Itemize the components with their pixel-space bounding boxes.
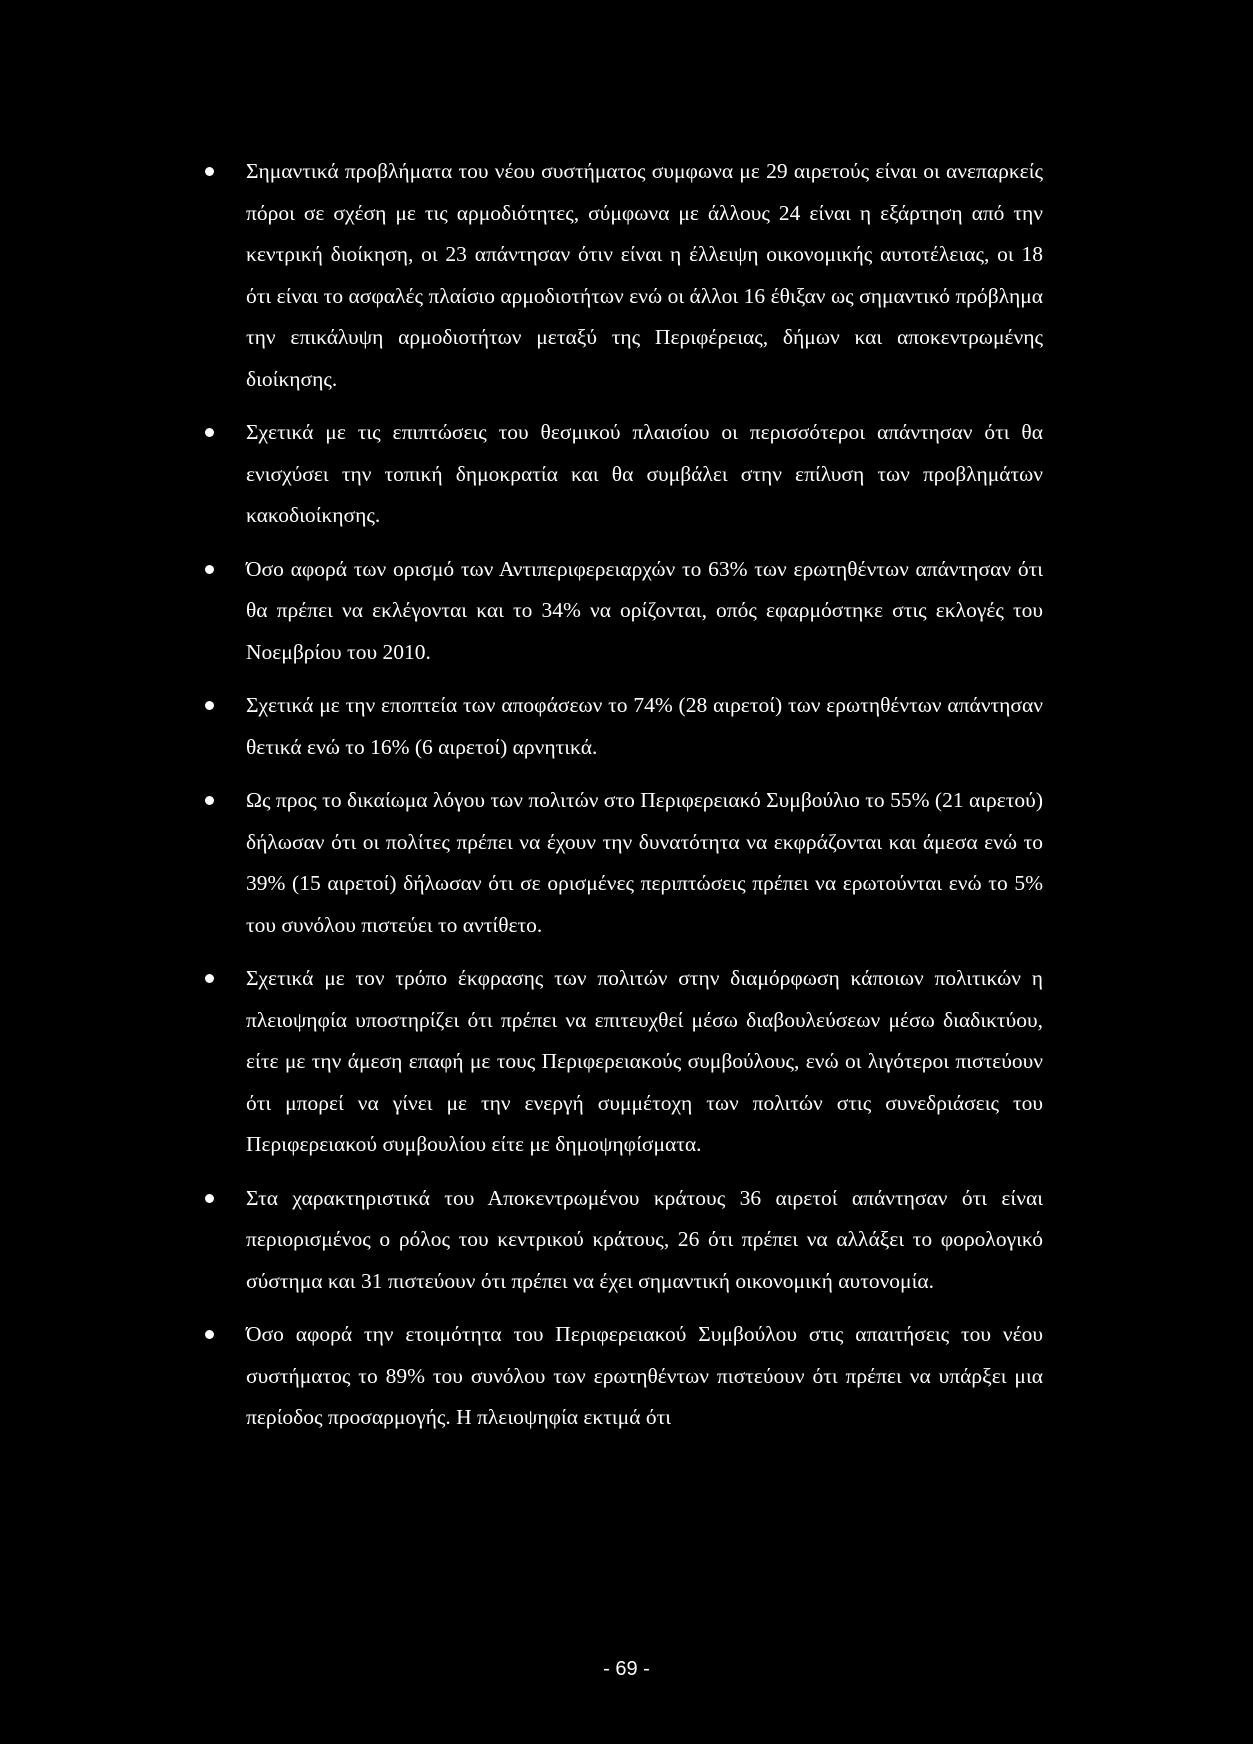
list-item-text: Όσο αφορά των ορισμό των Αντιπεριφερειαρχών το 63% των ερωτηθέντων απάντησαν ότι θα πρέπει να εκλέγονται και το 34% να ορίζονται, οπός εφαρμόστηκε στις εκλογές του Νοεμβρίου του 2010.: [246, 556, 1043, 664]
list-item-text: Σχετικά με τον τρόπο έκφρασης των πολιτών στην διαμόρφωση κάποιων πολιτικών η πλειοψηφία υποστηρίζει ότι πρέπει να επιτευχθεί μέσω διαβουλεύσεων μέσω διαδικτύου, είτε με την άμεση επαφή με τους Περιφερειακούς συμβούλους, ενώ οι λιγότεροι πιστεύουν ότι μπορεί να γίνει με την ενεργή συμμέτοχη των πολιτών στις συνεδριάσεις του Περιφερειακού συμβουλίου είτε με δημοψηφίσματα.: [246, 966, 1043, 1156]
list-item: [205, 685, 1043, 768]
bullet-dot-icon: [205, 1194, 214, 1203]
list-item: [205, 412, 1043, 537]
list-item-text: Σχετικά με την εποπτεία των αποφάσεων το 74% (28 αιρετοί) των ερωτηθέντων απάντησαν θετικά ενώ το 16% (6 αιρετοί) αρνητικά.: [246, 693, 1043, 759]
list-item: [205, 549, 1043, 674]
list-item-text: Σημαντικά προβλήματα του νέου συστήματος συμφωνα με 29 αιρετούς είναι οι ανεπαρκείς πόροι σε σχέση με τις αρμοδιότητες, σύμφωνα με άλλους 24 είναι η εξάρτηση από την κεντρική διοίκηση, οι 23 απάντησαν ότιν είναι η έλλειψη οικονομικής αυτοτέλειας, οι 18 ότι είναι το ασφαλές πλαίσιο αρμοδιοτήτων ενώ οι άλλοι 16 έθιξαν ως σημαντικό πρόβλημα την επικάλυψη αρμοδιοτήτων μεταξύ της Περιφέρειας, δήμων και αποκεντρωμένης διοίκησης.: [246, 159, 1043, 391]
list-item-text: Ως προς το δικαίωμα λόγου των πολιτών στο Περιφερειακό Συμβούλιο το 55% (21 αιρετού) δήλωσαν ότι οι πολίτες πρέπει να έχουν την δυνατότητα να εκφράζονται και άμεσα ενώ το 39% (15 αιρετοί) δήλωσαν ότι σε ορισμένες περιπτώσεις πρέπει να ερωτούνται ενώ το 5% του συνόλου πιστεύει το αντίθετο.: [246, 788, 1043, 937]
page-number: - 69 -: [603, 1658, 650, 1680]
bullet-dot-icon: [205, 167, 214, 176]
bullet-dot-icon: [205, 796, 214, 805]
bullet-dot-icon: [205, 1330, 214, 1339]
bullet-dot-icon: [205, 428, 214, 437]
list-item-text: Στα χαρακτηριστικά του Αποκεντρωμένου κράτους 36 αιρετοί απάντησαν ότι είναι περιορισμένος ο ρόλος του κεντρικού κράτους, 26 ότι πρέπει να αλλάξει το φορολογικό σύστημα και 31 πιστεύουν ότι πρέπει να έχει σημαντική οικονομική αυτονομία.: [246, 1185, 1043, 1293]
list-item: [205, 1178, 1043, 1303]
list-item: [205, 780, 1043, 946]
bullet-dot-icon: [205, 565, 214, 574]
list-item: [205, 958, 1043, 1166]
list-item: [205, 1314, 1043, 1439]
bullet-dot-icon: [205, 974, 214, 983]
bullet-dot-icon: [205, 701, 214, 710]
list-item-text: Όσο αφορά την ετοιμότητα του Περιφερειακού Συμβούλου στις απαιτήσεις του νέου συστήματος το 89% του συνόλου των ερωτηθέντων πιστεύουν ότι πρέπει να υπάρξει μια περίοδος προσαρμογής. Η πλειοψηφία εκτιμά ότι: [246, 1322, 1043, 1429]
list-item: [205, 151, 1043, 400]
bullet-list: [205, 151, 1043, 1451]
list-item-text: Σχετικά με τις επιπτώσεις του θεσμικού πλαισίου οι περισσότεροι απάντησαν ότι θα ενισχύσει την τοπική δημοκρατία και θα συμβάλει στην επίλυση των προβλημάτων κακοδιοίκησης.: [246, 420, 1043, 527]
